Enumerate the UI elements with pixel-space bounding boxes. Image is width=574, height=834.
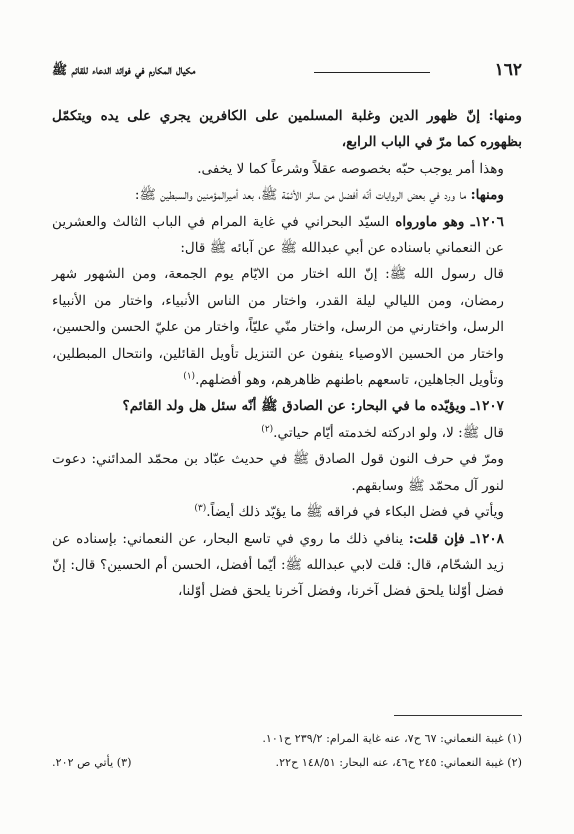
footnote-marker: (١) bbox=[183, 371, 196, 382]
page-header bbox=[52, 58, 522, 84]
paragraph bbox=[52, 261, 522, 393]
paragraph-text: ما في البحار: عن الصادق ﷺ أنّه سئل هل ولد القائم؟ bbox=[122, 398, 431, 415]
running-title: مكيال المكارم في فوائد الدعاء للقائم ﷺ bbox=[52, 62, 196, 77]
paragraph-text: ما ورد في بعض الروايات أنّه أفضل من سائر الأئمّة ﷺ، بعد أميرالمؤمنين والسبطين ﷺ: bbox=[134, 187, 471, 204]
footnote-3: (٣) يأتي ص ٢٠٢. bbox=[52, 756, 132, 769]
paragraph-text: السيّد البحراني في غاية المرام في الباب الثالث والعشرين عن النعماني باسناده عن أبي عبدالله ﷺ عن آبائه ﷺ قال: bbox=[52, 213, 504, 257]
footnote-row bbox=[52, 751, 522, 775]
paragraph-lead: ١٢٠٨ـ فإن قلت: bbox=[408, 530, 504, 547]
footnote-marker: (٣) bbox=[194, 503, 207, 514]
paragraph bbox=[52, 526, 522, 605]
paragraph bbox=[52, 393, 522, 419]
paragraph-lead: ومنها: bbox=[470, 187, 504, 204]
paragraph-text: ومرّ في حرف النون قول الصادق ﷺ في حديث عبّاد بن محمّد المدائني: دعوت لنور آل محمّد ﷺ وسابقهم. bbox=[52, 451, 504, 494]
header-rule bbox=[314, 72, 430, 73]
paragraph bbox=[52, 156, 522, 182]
footnotes bbox=[52, 727, 522, 775]
paragraph-text: ويأتي في فضل البكاء في فراقه ﷺ ما يؤيّد ذلك أيضاً. bbox=[206, 504, 504, 521]
paragraph-text: قال رسول الله ﷺ: إنّ الله اختار من الايّام يوم الجمعة، ومن الشهور شهر رمضان، ومن الليالي ليلة القدر، واختار من الناس الأنبياء، واختار من الأنبياء الرسل، واختارني من الرسل، واختار منّي عليّاً، واختار من عليّ الحسن والحسين، واختار من الحسين الاوصياء ينفون عن التنزيل تأويل القائلين، وانتحال المبطلين، وتأويل الجاهلين، تاسعهم باطنهم ظاهرهم، وهو أفضلهم. bbox=[52, 266, 504, 389]
page-number: ١٦٢ bbox=[494, 60, 522, 80]
paragraph bbox=[52, 103, 522, 156]
footnote-marker: (٢) bbox=[261, 424, 274, 435]
paragraph-lead: ومنها: bbox=[488, 108, 522, 124]
footnote-separator bbox=[394, 715, 522, 716]
paragraph-text: إنّ ظهور الدين وغلبة المسلمين على الكافرين يجري على يده ويتكمّل بظهوره كما مرّ في الباب الرابع، bbox=[52, 108, 522, 151]
footnote-1: (١) غيبة النعماني: ٦٧ ح٧، عنه غاية المرام: ٢٣٩/٢ ح١٠١. bbox=[262, 732, 522, 745]
footnote-2: (٢) غيبة النعماني: ٢٤٥ ح٤٦، عنه البحار: ١٤٨/٥١ ح٢٢. bbox=[275, 756, 522, 769]
paragraph-lead: ١٢٠٧ـ ويؤيّده bbox=[430, 398, 504, 415]
footnote-row bbox=[52, 727, 522, 751]
paragraph-text: ينافي ذلك ما روي في تاسع البحار، عن النعماني: بإسناده عن زيد الشحّام، قال: قلت لابي عبدالله ﷺ: أيّما أفضل، الحسن أم الحسين؟ قال: إنّ فضل أوّلنا يلحق فضل آخرنا، وفضل آخرنا يلحق فضل أوّلنا، bbox=[52, 530, 504, 600]
paragraph bbox=[52, 499, 522, 525]
paragraph bbox=[52, 182, 522, 208]
page-body bbox=[52, 103, 522, 605]
paragraph bbox=[52, 420, 522, 446]
paragraph bbox=[52, 446, 522, 499]
paragraph-lead: ١٢٠٦ـ وهو ماورواه bbox=[395, 213, 504, 230]
paragraph bbox=[52, 209, 522, 262]
paragraph-text: وهذا أمر يوجب حبّه بخصوصه عقلاً وشرعاً كما لا يخفى. bbox=[197, 160, 504, 177]
paragraph-text: قال ﷺ: لا، ولو ادركته لخدمته أيّام حياتي. bbox=[273, 424, 504, 441]
